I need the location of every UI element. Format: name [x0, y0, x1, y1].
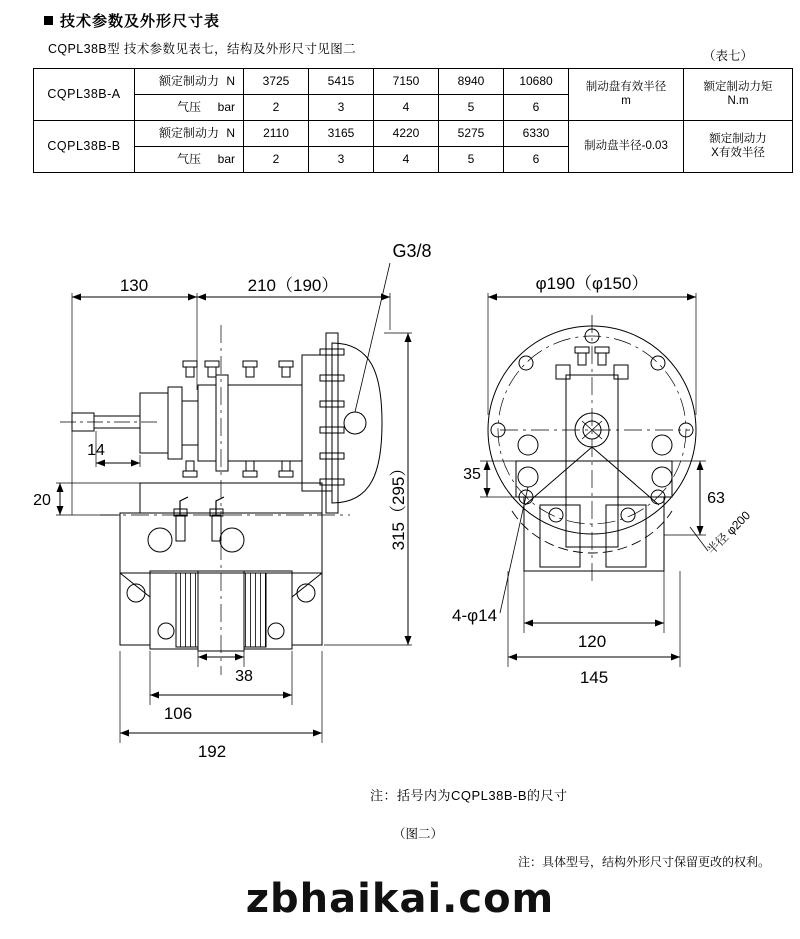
rated-torque-line2: N.m — [727, 94, 749, 107]
param-label: 气压 — [176, 99, 201, 114]
dim-192-text: 192 — [197, 742, 227, 761]
value-cell: 3725 — [244, 69, 309, 95]
model-cell: CQPL38B-A — [34, 69, 135, 121]
housing-c — [182, 401, 198, 445]
value-cell: 10680 — [504, 69, 569, 95]
dim-g38-text: G3/8 — [392, 241, 432, 261]
value-cell: 4 — [374, 147, 439, 173]
figure-number: （图二） — [393, 827, 444, 841]
page-title — [44, 10, 356, 31]
value-cell: 3165 — [309, 121, 374, 147]
value-cell: 3 — [309, 147, 374, 173]
top-fittings — [183, 361, 293, 377]
param-unit: N — [226, 73, 235, 88]
value-cell: 4220 — [374, 121, 439, 147]
pin-right — [268, 623, 284, 639]
value-cell: 8940 — [439, 69, 504, 95]
note-disclaimer: 注：具体型号，结构外形尺寸保留更改的权利。 — [517, 855, 770, 869]
table-row — [34, 121, 793, 147]
rated-torque-value-line2: X有效半径 — [711, 146, 765, 159]
param-cell — [135, 147, 244, 173]
disc-radius-line2: m — [621, 94, 631, 107]
param-cell — [135, 69, 244, 95]
dim-145-text: 145 — [579, 668, 609, 687]
dim-315-text: 315（295） — [389, 459, 408, 551]
housing-b — [168, 387, 182, 459]
dim-35-text: 35 — [463, 466, 481, 483]
bracket-top-plate — [140, 483, 322, 513]
disc-radius-value: 制动盘半径-0.03 — [569, 121, 684, 173]
param-cell — [135, 121, 244, 147]
page-subtitle: CQPL38B型 技术参数见表七，结构及外形尺寸见图二 — [48, 42, 357, 56]
dim-20-text: 20 — [33, 492, 51, 509]
dim-130-text: 130 — [119, 276, 149, 295]
value-cell: 4 — [374, 95, 439, 121]
bullet-square-icon — [44, 16, 53, 25]
bolt-rv-left2 — [518, 435, 538, 455]
table-number: （表七） — [702, 49, 753, 63]
dim-106-text: 106 — [163, 704, 193, 723]
rated-torque-header — [684, 69, 793, 121]
drawing-svg — [0, 215, 800, 855]
technical-drawing — [0, 215, 800, 855]
param-label: 额定制动力 — [158, 73, 219, 88]
value-cell: 3 — [309, 95, 374, 121]
pad-rv-right — [606, 505, 646, 567]
param-cell — [135, 95, 244, 121]
dim-120-text: 120 — [577, 632, 607, 651]
rated-torque-line1: 额定制动力矩 — [703, 81, 773, 94]
bracket-plate-rv — [516, 461, 672, 497]
param-unit: bar — [217, 99, 235, 114]
bracket-hole-left — [148, 528, 172, 552]
dim-210-text: 210（190） — [247, 276, 339, 295]
housing-d — [198, 385, 216, 461]
value-cell: 6 — [504, 147, 569, 173]
spec-table — [33, 68, 793, 173]
value-cell: 7150 — [374, 69, 439, 95]
dim-38-text: 38 — [235, 668, 253, 685]
table-row — [34, 69, 793, 95]
param-unit: N — [226, 125, 235, 140]
value-cell: 5415 — [309, 69, 374, 95]
dim-holes-text: 4-φ14 — [452, 606, 498, 625]
bracket-hole-right — [220, 528, 244, 552]
bottom-fittings — [183, 461, 293, 477]
value-cell: 5 — [439, 95, 504, 121]
value-cell: 6330 — [504, 121, 569, 147]
param-unit: bar — [217, 151, 235, 166]
watermark: zbhaikai.com — [245, 876, 555, 922]
value-cell: 2110 — [244, 121, 309, 147]
pin-left — [158, 623, 174, 639]
housing-a — [140, 393, 168, 453]
bolt-rv-left — [518, 467, 538, 487]
disc-radius-line1: 制动盘有效半径 — [585, 81, 667, 94]
value-cell: 2 — [244, 147, 309, 173]
friction-pad-left — [176, 573, 198, 647]
model-cell: CQPL38B-B — [34, 121, 135, 173]
bolt-rv-right — [652, 467, 672, 487]
pivot-left — [127, 584, 145, 602]
value-cell: 6 — [504, 95, 569, 121]
rated-torque-value-line1: 额定制动力 — [709, 133, 767, 146]
cylinder-body — [228, 385, 302, 461]
pad-rv-left — [540, 505, 580, 567]
port-circle — [344, 412, 366, 434]
value-cell: 2 — [244, 95, 309, 121]
rated-torque-value — [684, 121, 793, 173]
dim-arc-text: 半径 φ200 — [704, 508, 754, 558]
header-block — [44, 10, 356, 57]
left-view-group — [56, 263, 708, 743]
value-cell: 5 — [439, 147, 504, 173]
dim-190-text: φ190（φ150） — [535, 274, 649, 293]
dim-texts — [33, 241, 753, 761]
leader-g38 — [355, 263, 390, 412]
disc-radius-header — [569, 69, 684, 121]
note-bracket: 注：括号内为CQPL38B-B的尺寸 — [370, 788, 568, 803]
dim-63-text: 63 — [707, 490, 725, 507]
pivot-right — [297, 584, 315, 602]
value-cell: 5275 — [439, 121, 504, 147]
friction-pad-right — [244, 573, 266, 647]
housing-e — [216, 375, 228, 471]
dim-14-text: 14 — [87, 442, 105, 459]
adjuster-left — [174, 497, 188, 541]
param-label: 气压 — [176, 151, 201, 166]
param-label: 额定制动力 — [158, 125, 219, 140]
bolt-rv-right2 — [652, 435, 672, 455]
page-title-text: 技术参数及外形尺寸表 — [60, 13, 221, 30]
